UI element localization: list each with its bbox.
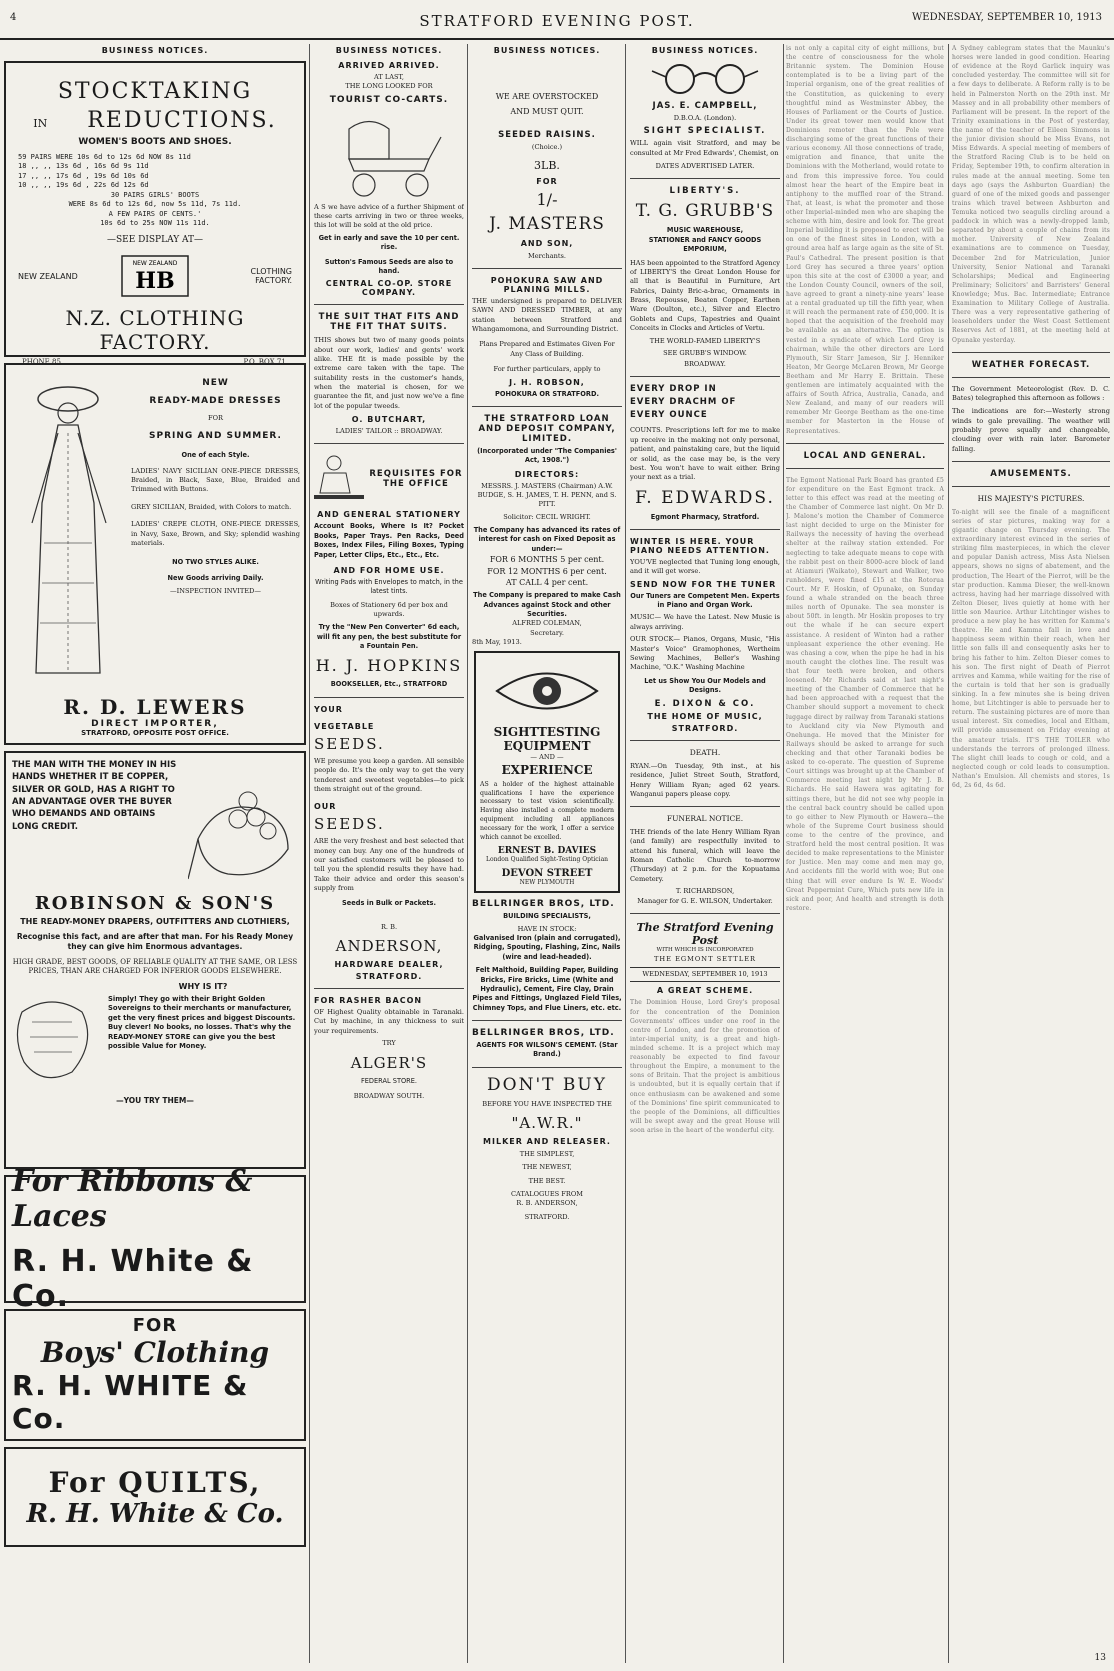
co-op-store: CENTRAL CO-OP. STORE COMPANY. xyxy=(325,279,453,298)
libertys: LIBERTY'S. xyxy=(669,186,741,197)
stock-items: Galvanised Iron (plain and corrugated), Ridging, Spouting, Flashing, Zinc, Nails (wire and lead-headed). xyxy=(473,934,621,961)
sight-line-3: — AND — xyxy=(530,753,564,762)
federal-store: FEDERAL STORE. xyxy=(360,1076,418,1085)
suttons-seeds: Sutton's Famous Seeds are also to hand. xyxy=(324,257,454,275)
amusements-heading: AMUSEMENTS. xyxy=(990,469,1072,480)
nz-label: NEW ZEALAND xyxy=(18,271,78,281)
rate-6-months: FOR 6 MONTHS 5 per cent. xyxy=(489,555,605,565)
funeral-text: THE friends of the late Henry William Ryan (and family) are respectfully invited to attend his funeral, which will leave the Roman Catholic Church to-morrow (Thursday) at 2 p.m. for the Kopuatama Cemetery. xyxy=(630,828,780,883)
for-label: FOR xyxy=(536,176,558,186)
dboa: D.B.O.A. (London). xyxy=(673,114,737,122)
try-label: TRY xyxy=(382,1039,396,1048)
office-items: Account Books, Where Is It? Pocket Books, Paper Trays. Pen Racks, Deed Boxes, Index Files, Filing Boxes, Typing Paper, Letter Clips, Etc., Etc., Etc. xyxy=(314,522,464,559)
dress-item: LADIES' CREPE CLOTH, ONE-PIECE DRESSES, in Navy, Saxe, Brown, and Sky; splendid washing materials. xyxy=(131,520,300,547)
dress-item: GREY SICILIAN, Braided, with Colors to match. xyxy=(131,502,292,511)
at-last: AT LAST, xyxy=(373,73,405,81)
secretary: Secretary. xyxy=(530,628,564,637)
lady-in-dress-illustration xyxy=(12,373,124,703)
robinson-p1: Recognise this fact, and are after that man. For his Ready Money they can give him Enormous advantages. xyxy=(16,932,294,951)
stratford-label: STRATFORD. xyxy=(524,1212,570,1221)
stationery-boxes: Boxes of Stationery 6d per box and upwards. xyxy=(330,600,448,618)
stocktaking-advert xyxy=(4,61,306,367)
three-lb: 3LB. xyxy=(534,159,560,173)
for-label: FOR xyxy=(132,1315,178,1336)
newspaper-title: STRATFORD EVENING POST. xyxy=(419,12,695,30)
eye-icon xyxy=(492,661,602,721)
issue-date: WEDNESDAY, SEPTEMBER 10, 1913 xyxy=(912,12,1102,23)
get-in-early: Get in early and save the 10 per cent. rise. xyxy=(318,233,460,252)
music-text: MUSIC— We have the Latest. New Music is always arriving. xyxy=(630,613,780,631)
directors: DIRECTORS: xyxy=(514,469,580,479)
stratford-label: STRATFORD. xyxy=(355,972,423,982)
robinson-p2: HIGH GRADE, BEST GOODS, OF RELIABLE QUALITY AT THE SAME, OR LESS PRICES, THAN ARE CHARGED FOR INFERIOR GOODS ELSEWHERE. xyxy=(12,957,298,975)
further-particulars: For further particulars, apply to xyxy=(493,365,601,374)
vegetable-label: VEGETABLE xyxy=(314,721,375,731)
column-rule xyxy=(467,44,468,1663)
ribbons-line: For Ribbons & Laces xyxy=(12,1164,253,1234)
factory-label: CLOTHING FACTORY. xyxy=(250,267,292,286)
coleman-name: ALFRED COLEMAN, xyxy=(512,619,582,628)
looked-for: THE LONG LOOKED FOR xyxy=(345,82,433,91)
choice-label: (Choice.) xyxy=(531,142,563,151)
price-row: 17 ,, ,, 17s 6d , 19s 6d 10s 6d xyxy=(18,171,149,180)
quilts-advert xyxy=(4,1447,306,1547)
hardware-dealer: HARDWARE DEALER, xyxy=(334,960,444,970)
incorporated: WITH WHICH IS INCORPORATED xyxy=(656,946,754,953)
tuning-text: YOU'VE neglected that Tuning long enough, and it will get worse. xyxy=(630,557,780,576)
grubb-text: HAS been appointed to the Stratford Agency of LIBERTY'S the Great London House for all that is Beautiful in Furniture, Art Fabrics, Dainty Bric-a-brac, Ornaments in Brass, Repousse, Beaten Copper, Earthen Ware (Doulton, etc.), Silver and Electro Goblets and Cups, Tapestries and Quaint Conceits in Clocks and Articles of Vertu. xyxy=(630,258,780,333)
stratford-label: STRATFORD. xyxy=(671,724,739,734)
robson-name: J. H. ROBSON, xyxy=(509,377,585,387)
in-label: IN xyxy=(33,117,48,130)
rate-at-call: AT CALL 4 per cent. xyxy=(505,577,589,587)
tailor-address: LADIES' TAILOR :: BROADWAY. xyxy=(335,427,443,436)
po-box: P.O. BOX 71. xyxy=(243,358,288,367)
dixon-name: E. DIXON & CO. xyxy=(654,699,756,710)
seeds2-text: ARE the very freshest and best selected that money can buy. Any one of the hundreds of our satisfied customers will be pleased to tell you the splendid results they have had. Take their advice and order this season's supply from xyxy=(314,837,464,893)
funeral-heading: FUNERAL NOTICE. xyxy=(666,814,744,824)
algers-name: ALGER'S xyxy=(350,1053,428,1072)
robinson-advert xyxy=(4,751,306,1169)
undertaker: Manager for G. E. WILSON, Undertaker. xyxy=(637,896,773,905)
hopkins-name: H. J. HOPKINS xyxy=(315,656,463,676)
new-plymouth: NEW PLYMOUTH xyxy=(519,878,575,886)
co-carts-title: TOURIST CO-CARTS. xyxy=(329,94,449,105)
directors-list: MESSRS. J. MASTERS (Chairman) A.W. BUDGE, S. H. JAMES, T. H. PENN, and S. PITT. xyxy=(477,481,617,509)
your-label: YOUR xyxy=(314,704,343,714)
price-row: 18 ,, ,, 13s 6d , 16s 6d 9s 11d xyxy=(18,162,149,171)
column-rule xyxy=(783,44,784,1663)
why-label: WHY IS IT? xyxy=(178,981,228,991)
solicitor: Solicitor: CECIL WRIGHT. xyxy=(503,512,591,521)
plans-estimates: Plans Prepared and Estimates Given For Any Class of Building. xyxy=(479,340,615,358)
must-quit: AND MUST QUIT. xyxy=(510,107,584,117)
hands-illustration xyxy=(12,982,102,1092)
richardson-name: T. RICHARDSON, xyxy=(675,887,735,896)
world-famed: THE WORLD-FAMED LIBERTY'S xyxy=(649,337,761,346)
awr-label: "A.W.R." xyxy=(511,1114,583,1133)
amusements-article: To-night will see the finale of a magnificent series of star pictures, making way for a gigantic change on Thursday evening. The extraordinary interest evinced in the series of striking film masterpieces, in which the clever and popular Danish actress, Miss Asta Nielsen appears, shows no signs of abatement, and the production, The Heart of the Pierrot, will be the star production. Kamma Dieser, the well-known actress, having had her marriage dissolved with Zelton Dieser, lives quietly at home with her little son Maurice. Arthur Litchtinger wishes to produce a new play he has written for Kamma's theatre. He and Kamma fall in love and happiness seem within their reach, when her little son falls ill and consequently asks her to bring his father to him. Zelton Dieser comes to his son. The first night of Death of Pierrot arrives and Kamma, while waiting for the rise of the curtain is told that her son is gradually sinking. In a few minutes she is being driven home, but Litchtinger is able to persuade her to return. The sustaining pictures are of more than usual interest. Six comedies, local and Eltham, will provide amusement on Friday evening at the amateur trials. IT'S THE TOILER who understands the terrors of prolonged illness. The slight chill leads to cough or cold, and a neglected cough or cold leads to consumption. Nathan's Emulsion. All chemists and stores, 1s 6d, 2s 6d, 4s 6d. xyxy=(952,508,1110,790)
davies-name: ERNEST B. DAVIES xyxy=(497,846,597,857)
column-1 xyxy=(4,44,306,1663)
loan-company: THE STRATFORD LOAN AND DEPOSIT COMPANY, LIMITED. xyxy=(478,413,616,444)
column-rule xyxy=(309,44,310,1663)
butchart-name: O. BUTCHART, xyxy=(351,415,427,425)
boys-clothing-advert xyxy=(4,1309,306,1441)
show-models: Let us Show You Our Models and Designs. xyxy=(644,676,766,694)
great-scheme: A GREAT SCHEME. xyxy=(656,986,754,996)
weather-intro: The Government Meteorologist (Rev. D. C. Bates) telegraphed this afternoon as follows : xyxy=(952,384,1110,402)
price-row: A FEW PAIRS OF CENTS.' xyxy=(108,209,202,218)
office-requisites: REQUISITES FOR THE OFFICE xyxy=(369,469,463,490)
leader-date: WEDNESDAY, SEPTEMBER 10, 1913 xyxy=(630,967,780,982)
rasher-bacon: FOR RASHER BACON xyxy=(314,996,423,1006)
simplest: THE SIMPLEST, xyxy=(519,1150,575,1159)
pram-illustration xyxy=(329,109,449,199)
bellringer-sub: BUILDING SPECIALISTS, xyxy=(503,912,591,921)
local-general-article: The Egmont National Park Board has granted £5 for expenditure on the East Egmont track. A letter to this effect was read at the meeting of the Chamber of Commerce last night. On Mr D. J. Malone's motion the Chamber of Commerce last night decided to urge on the Minister for Railways the necessity of having the overhead shelter at the railway station extended. For neglecting to take adequate means to cope with the rabbit pest on their 8000-acre block of land at Atiamuri (Waikato), Stewart and Walker, two runholders, were fined £15 at the Rotorua Court. Mr F. Hoskin, of Opunake, on Sunday found a whale stranded on the beach three miles north of Opunake. The sea monster is about 50ft. in length. Mr Hoskin proposes to try out the whale if he can secure expert assistance. A resident of Winton had a rather unpleasant experience the other evening. He was chasing a cow, when the pipe he had in his mouth caught the clothes line. The result was that four teeth were broken, and others loosened. Mr Richards said at last night's meeting of the Chamber of Commerce that he had been approached with a request that the Chamber should support a movement to check luggage direct by railway from Taranaki stations to Auckland city via New Plymouth and Onehunga. He moved that the Minister for Railways should be asked to arrange for such checking and that other Taranaki bodies be asked to co-operate. The question of Supreme Court sittings was brought up at the Chamber of Commerce meeting last night by Mr J. B. Richards. He said Hawera was agitating for sittings there, but he did not see why people in the central back country should be called upon to go either to New Plymouth or Hawera—the whole of the Supreme Court business should come to the centre of the province, and Stratford held the most central position. It was decided to make representations to the Minister for Justice. Men may come and men may go, And accidents fill the world with woe; But one thing that will ever endure Is W. E. Woods' Great Peppermint Cure, Which puts new life in sick and poor, And health and strength is doth restore. xyxy=(786,476,944,912)
price-rows xyxy=(18,153,292,229)
column-2 xyxy=(314,44,464,1663)
ribbons-laces-advert xyxy=(4,1164,306,1314)
scheme-continuation: is not only a capital city of eight millions, but the centre of consciousness for the whole Britannic system. The Dominion House contemplated is to be a living part of the Imperial organism, one of the great realities of the Constitution, as quickening to every thoughtful mind as Westminster Abbey, the Houses of Parliament or the Courts of Justice. Under its great tower men would know that Dominions remoter than the Pole were discharging some of the great functions of their various economy. All those connections of trade, emigration and finance, that unite the Dominions with the Motherland, would rotate to and from this impressive force. You could almost hear the heart of the Empire beat in antiphony to the muffled roar of the Strand. That, at least, is what the promoter and those other Imperial-minded men who are shaping the scheme with him, desire and look for. The great Imperial building it is proposed to erect will be on one of the finest sites in London, with a ground area half as large again as the site of St. Paul's Cathedral. The present position is that Lord Grey has secured a three years' option upon this site at the cost of £3000 a year, and the London County Council, owners of the soil, have agreed to grant a ninety-nine years' lease at a rental graduated up till the fifth year, when it will reach the permanent rate of £50,000. It is hoped that the acquisition of the freehold may be available as an alternative. The option is vested in a syndicate of which Lord Grey is chairman, while the other directors are Lord Plymouth, Sir Starr Jameson, Sir J. Henniker Heaton, Mr George McLaren Brown, Mr George Beetham and Mr Harry E. Brittain. These gentlemen are intimately acquainted with the affairs of South Africa, Australia, Canada, and New Zealand, and many of our readers will remember Mr George Beetham as the one-time member for Masterton in the House of Representatives. xyxy=(786,45,944,435)
masters-name: J. MASTERS xyxy=(489,213,605,234)
price-row: 59 PAIRS WERE 10s 6d to 12s 6d NOW 8s 11d xyxy=(18,153,191,161)
grubbs-window: SEE GRUBB'S WINDOW. xyxy=(663,348,747,357)
news-paragraphs: A Sydney cablegram states that the Maunku's horses were landed in good condition. Hearing of evidence at the Royd Garlick inquiry was concluded yesterday. The committee will sit for a few days to deliberate. A Reform rally is to be held in Palmerston North on the 29th inst. Mr Massey and in all probability other members of Parliament will be present. In the report of the Trinity examinations in the Post of yesterday, the name of the teacher of Eileen Simmons in the junior division should be Miss Evans, not Miss Edwards. A special meeting of members of the Stratford Racing Club is to be held on Friday, September 19th, to confirm alteration in rules made at the annual meeting. Some ten days ago (says the Ashburton Guardian) the guard of one of the mixed goods and passenger trains which travel between Ashburton and Temuka noticed two seagulls circling around a paddock in which was a newly-dropped lamb, separated by about a couple of chains from its mother. University of New Zealand examinations are to commence on Tuesday, December 2nd for Matriculation, Junior University, Senior National and Taranaki Scholarships; Medical and Engineering Preliminary; Solicitors' and Barristers' General Knowledge; Mus. Bac. Intermediate; Entrance Examination to Military College of Australia. There was a very representative gathering of leaseholders under the West Coast Settlement Reserves Act of 1881, at the meeting held at Opunake yesterday. xyxy=(952,45,1110,344)
ready-made-dresses-advert xyxy=(4,363,306,745)
stock-subtitle: WOMEN'S BOOTS AND SHOES. xyxy=(78,137,232,147)
pohokura-text: THE undersigned is prepared to DELIVER SAWN AND DRESSED TIMBER, at any station between Stratford and Whangamomona, and Surrounding District. xyxy=(472,297,622,334)
newest: THE NEWEST, xyxy=(522,1163,572,1172)
arriving-label: New Goods arriving Daily. xyxy=(167,573,264,582)
dresses-label: READY-MADE DRESSES xyxy=(149,396,282,406)
rh-white-name: R. H. WHITE & Co. xyxy=(12,1369,249,1435)
section-header: BUSINESS NOTICES. xyxy=(651,46,759,55)
column-3 xyxy=(472,44,622,1663)
best: THE BEST. xyxy=(528,1176,566,1185)
stocktaking-title: STOCKTAKING xyxy=(57,79,253,104)
rh-white-name: R. H. White & Co. xyxy=(26,1498,284,1529)
milker-releaser: MILKER AND RELEASER. xyxy=(483,1137,611,1147)
overstocked-line: WE ARE OVERSTOCKED xyxy=(495,92,599,101)
tuners-text: Our Tuners are Competent Men. Experts in Piano and Organ Work. xyxy=(630,591,780,610)
section-header: BUSINESS NOTICES. xyxy=(493,46,601,55)
no-two-alike: NO TWO STYLES ALIKE. xyxy=(172,558,259,567)
broadway: BROADWAY. xyxy=(684,360,726,369)
majestys-pictures: HIS MAJESTY'S PICTURES. xyxy=(977,494,1085,504)
see-display: —SEE DISPLAY AT— xyxy=(106,234,204,245)
page-number: 13 xyxy=(1094,1653,1106,1663)
bellringer-name: BELLRINGER BROS, LTD. xyxy=(472,899,615,910)
post-masthead: The Stratford Evening Post xyxy=(636,920,774,947)
sight-line-4: EXPERIENCE xyxy=(501,762,593,777)
seeds-label: SEEDS. xyxy=(314,734,385,753)
stationer: STATIONER and FANCY GOODS EMPORIUM, xyxy=(648,235,762,254)
spectacles-icon xyxy=(650,61,760,97)
bulk-packets: Seeds in Bulk or Packets. xyxy=(342,899,436,908)
egmont-settler: THE EGMONT SETTLER xyxy=(654,954,756,963)
quilts-line: For QUILTS, xyxy=(48,1465,262,1499)
season-label: SPRING AND SUMMER. xyxy=(149,431,282,442)
stock-text: OUR STOCK— Pianos, Organs, Music, "His Master's Voice" Gramophones, Wertheim Sewing Machines, Beller's Washing Machine, "O.K." Washing Machine xyxy=(630,635,780,672)
dates-later: DATES ADVERTISED LATER. xyxy=(655,162,755,171)
robson-sub: POHOKURA OR STRATFORD. xyxy=(495,389,599,398)
death-text: RYAN.—On Tuesday, 9th inst., at his residence, Juliet Street South, Stratford, Henry William Ryan; aged 62 years. Wanganui papers please copy. xyxy=(630,761,780,799)
rba-name: R. B. ANDERSON, xyxy=(516,1199,578,1208)
rasher-text: OF Highest Quality obtainable in Taranaki. Cut by machine, in any thickness to suit your requirements. xyxy=(314,1008,464,1035)
broadway-south: BROADWAY SOUTH. xyxy=(353,1091,425,1100)
felt-items: Felt Malthoid, Building Paper, Building Bricks, Fire Bricks, Lime (White and Hydraulic), Cement, Fire Clay, Drain Pipes and Fittings, Unglazed Field Tiles, Chimney Tops, and Flue Liners, etc. etc. xyxy=(472,966,622,1012)
seeds-label-2: SEEDS. xyxy=(314,815,385,834)
column-6 xyxy=(952,44,1110,1663)
suit-headline: THE SUIT THAT FITS AND THE FIT THAT SUITS. xyxy=(318,312,460,333)
page-mark: 4 xyxy=(10,12,17,23)
dress-item: LADIES' NAVY SICILIAN ONE-PIECE DRESSES, Braided, in Black, Saxe, Blue, Braided and Trimmed with Buttons. xyxy=(131,466,300,494)
suit-text: THIS shows but two of many goods points about our work, ladies' and gents' work alike. THE fit is made possible by the extreme care taken with the tape. The suitability rests in the customer's hands, when the material is chosen, for we guarantee the fit, and just now we've a fine lot of the popular tweeds. xyxy=(314,336,464,410)
music-warehouse: MUSIC WAREHOUSE, xyxy=(666,226,744,235)
column-5 xyxy=(786,44,944,1663)
weather-forecast: The indications are for:—Westerly strong winds to gale prevailing. The weather will probably prove squally and changeable, clouding over with rain later. Barometer falling. xyxy=(952,407,1110,453)
drop-line-2: EVERY DRACHM OF xyxy=(630,397,737,408)
grubb-name: T. G. GRUBB'S xyxy=(635,201,775,222)
inspection-invited: —INSPECTION INVITED— xyxy=(170,586,261,595)
weather-heading: WEATHER FORECAST. xyxy=(971,359,1091,370)
robinson-lead: THE MAN WITH THE MONEY IN HIS HANDS WHETHER IT BE COPPER, SILVER OR GOLD, HAS A RIGHT TO AN ADVANTAGE OVER THE BUYER WHO DEMANDS AND OBTAINS LONG CREDIT. xyxy=(12,760,177,832)
local-general-heading: LOCAL AND GENERAL. xyxy=(803,450,927,461)
new-label: NEW xyxy=(202,378,229,388)
sight-testing-advert xyxy=(474,651,620,893)
campbell-name: JAS. E. CAMPBELL, xyxy=(652,101,758,111)
pen-converter: Try the "New Pen Converter" 6d each, will fit any pen, the best substitute for a Fountain Pen. xyxy=(316,623,462,651)
section-header: BUSINESS NOTICES. xyxy=(101,46,209,55)
desk-worker-illustration xyxy=(314,451,364,507)
winter-piano: WINTER IS HERE. YOUR PIANO NEEDS ATTENTION. xyxy=(630,536,770,555)
price-row: WERE 8s 6d to 12s 6d, now 5s 11d, 7s 11d. xyxy=(68,200,242,209)
arrived-label: ARRIVED ARRIVED. xyxy=(338,61,440,70)
may-date: 8th May, 1913. xyxy=(472,638,522,647)
edwards-name: F. EDWARDS. xyxy=(635,487,775,508)
home-use: AND FOR HOME USE. xyxy=(333,565,445,575)
general-stationery: AND GENERAL STATIONERY xyxy=(317,510,461,520)
great-scheme-article: The Dominion House, Lord Grey's proposal for the concentration of the Dominion Governments' offices under one roof in the centre of London, and for the promotion of inter-imperial unity, is a great and high-minded scheme. It is a project which may reasonably be expected to find favour throughout the Empire, a monument to the sons of Britain. That the project is ambitious is undoubted, but it is equally certain that if once enthusiasm can be awakened and some of the Dominions' fine spirit communicated to the people of the Dominions, all difficulties will be swept away and the great House will soon arise in the heart of the wonderful city. xyxy=(630,999,780,1134)
seeded-raisins: SEEDED RAISINS. xyxy=(498,129,596,140)
robinson-p3: Simply! They go with their Bright Golden Sovereigns to their merchants or manufacturer, get the very finest prices and biggest Discounts. Buy clever! No books, no losses. That's why the READY-MONEY STORE can give you the best possible Value for Money. xyxy=(108,994,296,1051)
price: 1/- xyxy=(536,189,558,209)
logo-text: NEW ZEALAND xyxy=(132,260,178,268)
rh-white-name: R. H. White & Co. xyxy=(12,1244,254,1314)
robinson-sub: THE READY-MONEY DRAPERS, OUTFITTERS AND CLOTHIERS, xyxy=(20,917,290,926)
hopkins-sub: BOOKSELLER, Etc., STRATFORD xyxy=(330,680,448,689)
column-rule xyxy=(948,44,949,1663)
sight-line-2: EQUIPMENT xyxy=(503,739,591,754)
devon-street: DEVON STREET xyxy=(501,867,593,879)
phone-number: PHONE 85. xyxy=(22,358,64,367)
wilsons-cement: AGENTS FOR WILSON'S CEMENT. (Star Brand.) xyxy=(476,1040,618,1059)
for-label: FOR xyxy=(208,414,223,422)
pohokura-mills: POHOKURA SAW AND PLANING MILLS. xyxy=(490,276,604,295)
drop-line-1: EVERY DROP IN xyxy=(630,384,717,395)
egmont-pharmacy: Egmont Pharmacy, Stratford. xyxy=(650,512,760,521)
section-header: BUSINESS NOTICES. xyxy=(335,46,443,55)
factory-name: N.Z. CLOTHING FACTORY. xyxy=(65,306,245,355)
specialist-text: WILL again visit Stratford, and may be consulted at Mr Fred Edwards', Chemist, on xyxy=(630,139,780,157)
sight-text: AS a holder of the highest attainable qualifications I have the experience necessary to test vision scientifically. Having also installed a complete modern equipment including all appliances necessary for the work, I offer a service which cannot be excelled. xyxy=(480,780,614,841)
lewers-name: R. D. LEWERS xyxy=(63,695,247,719)
cash-advances: The Company is prepared to make Cash Advances against Stock and other Securities. xyxy=(473,591,621,618)
drop-line-3: EVERY OUNCE xyxy=(630,410,708,421)
one-each-style: One of each Style. xyxy=(181,451,250,460)
davies-sub: London Qualified Sight-Testing Optician xyxy=(485,856,609,864)
catalogues: CATALOGUES FROM xyxy=(511,1190,583,1199)
advanced-rates: The Company has advanced its rates of interest for cash on Fixed Deposit as under:— xyxy=(473,526,621,553)
robinson-name: ROBINSON & SON'S xyxy=(34,893,276,914)
have-in-stock: HAVE IN STOCK: xyxy=(517,924,577,933)
try-them: —YOU TRY THEM— xyxy=(116,1095,194,1105)
clothing-factory-logo-icon xyxy=(120,254,190,298)
reductions-label: REDUCTIONS. xyxy=(87,108,277,133)
sight-line-1: SIGHTTESTING xyxy=(493,725,601,740)
column-rule xyxy=(625,44,626,1663)
column-4 xyxy=(630,44,780,1663)
home-text: Writing Pads with Envelopes to match, in the latest tints. xyxy=(315,577,463,596)
counts-text: COUNTS. Prescriptions left for me to make up receive in the making not only personal, patient, and painstaking care, but the liquid or solid, as the case may be, is the very best. You won't have to wait either. Bring your next as a trial. xyxy=(630,426,780,482)
seeds-text: WE presume you keep a garden. All sensible people do. It's the only way to get the very tenderest and sweetest vegetables—to pick them straight out of the ground. xyxy=(314,756,464,793)
carts-text: A S we have advice of a further Shipment of these carts arriving in two or three weeks, this lot will be sold at the old price. xyxy=(314,202,464,230)
dont-buy: DON'T BUY xyxy=(487,1074,607,1095)
incorporated: (Incorporated under "The Companies' Act, 1908.") xyxy=(477,446,617,465)
before-inspected: BEFORE YOU HAVE INSPECTED THE xyxy=(482,1099,612,1108)
importer-label: DIRECT IMPORTER, xyxy=(91,719,219,729)
sight-specialist: SIGHT SPECIALIST. xyxy=(643,126,767,137)
rate-12-months: FOR 12 MONTHS 6 per cent. xyxy=(487,566,607,576)
home-of-music: THE HOME OF MUSIC, xyxy=(647,712,763,722)
price-row: 10 ,, ,, 19s 6d , 22s 6d 12s 6d xyxy=(18,181,149,190)
our-label: OUR xyxy=(314,802,337,812)
merchants: Merchants. xyxy=(527,251,567,260)
price-row: 30 PAIRS GIRLS' BOOTS xyxy=(110,190,200,199)
send-tuner: SEND NOW FOR THE TUNER xyxy=(630,579,777,589)
anderson-name: ANDERSON, xyxy=(335,937,443,956)
hand-with-coins-illustration xyxy=(188,759,298,889)
rb-label: R. B. xyxy=(380,922,398,931)
svg-text:HB: HB xyxy=(135,268,175,295)
bellringer-name: BELLRINGER BROS, LTD. xyxy=(472,1027,615,1038)
lewers-address: STRATFORD, OPPOSITE POST OFFICE. xyxy=(81,729,229,737)
boys-clothing-line: Boys' Clothing xyxy=(40,1336,270,1369)
masthead xyxy=(0,0,1114,40)
and-son: AND SON, xyxy=(520,238,574,248)
death-heading: DEATH. xyxy=(689,748,721,758)
price-row: 10s 6d to 25s NOW 11s 11d. xyxy=(100,219,210,228)
